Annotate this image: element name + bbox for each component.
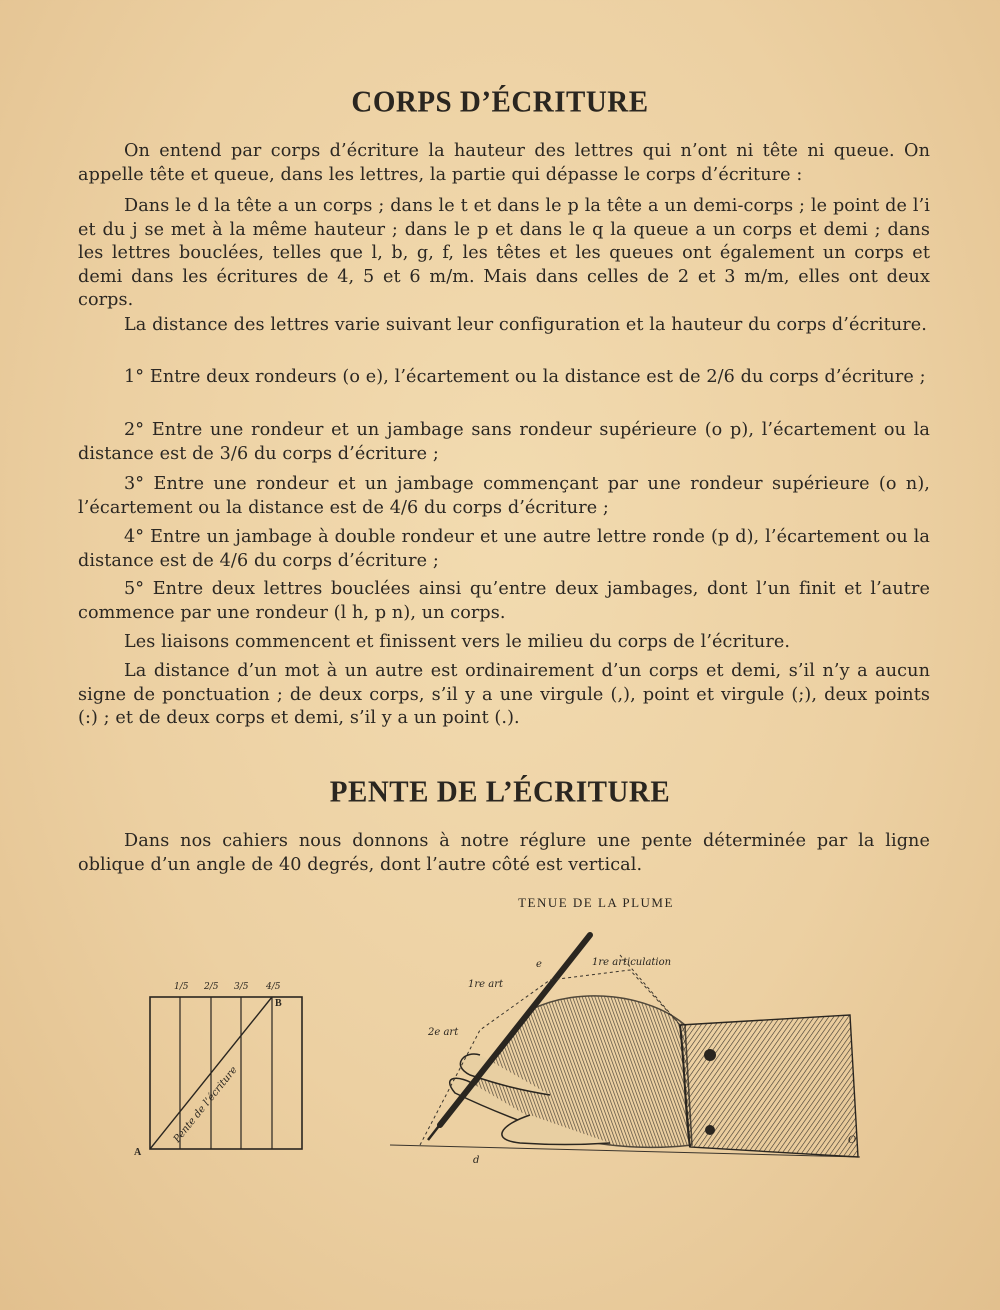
fraction-label-4: 4/5: [266, 982, 281, 992]
diagonal-label: Pente de l’écriture: [171, 1064, 240, 1145]
label-second-art: 2e art: [428, 1027, 459, 1038]
paragraph-rule-4: 4° Entre un jambage à double rondeur et une autre lettre ronde (p d), l’écartement ou la distance est de 4/6 du corps d’écriture ;: [78, 527, 930, 571]
paragraph-tetes-queues: Dans le d la tête a un corps ; dans le t et dans le p la tête a un demi-corps ; le point de l’i et du j se met à la même hauteur ; dans le p et dans le q la queue a un corps et demi ; dans les lettres bouclées, telles que l, b, g, f, les têtes et les queues ont également un corps et demi dans les écritures de 4, 5 et 6 m/m. Mais dans celles de 2 et 3 m/m, elles ont deux corps.: [78, 196, 930, 310]
fraction-label-3: 3/5: [234, 982, 249, 992]
paragraph-rule-5: 5° Entre deux lettres bouclées ainsi qu’entre deux jambages, dont l’un finit et l’autre commence par une rondeur (l h, p n), un corps.: [78, 579, 930, 623]
paragraph-rule-3: 3° Entre une rondeur et un jambage commençant par une rondeur supérieure (o n), l’écartement ou la distance est de 4/6 du corps d’écriture ;: [78, 474, 930, 518]
label-first-articulation: 1re articulation: [592, 957, 672, 968]
paragraph-liaisons: Les liaisons commencent et finissent vers le milieu du corps de l’écriture.: [124, 632, 791, 652]
paragraph-rule-2: 2° Entre une rondeur et un jambage sans rondeur supérieure (o p), l’écartement ou la distance est de 3/6 du corps d’écriture ;: [78, 420, 930, 464]
pen-nib: [428, 1122, 442, 1140]
section-title-corps-ecriture: CORPS D’ÉCRITURE: [351, 85, 649, 119]
paragraph-pente: Dans nos cahiers nous donnons à notre réglure une pente déterminée par la ligne oblique d’un angle de 40 degrés, dont l’autre côté est vertical.: [78, 831, 930, 875]
section-title-pente-ecriture: PENTE DE L’ÉCRITURE: [329, 775, 671, 809]
corner-label-b: B: [275, 998, 282, 1009]
paragraph-word-spacing: La distance d’un mot à un autre est ordinairement d’un corps et demi, s’il n’y a aucun signe de ponctuation ; de deux corps, s’il y a une virgule (,), point et virgule (;), deux points (:) ; et de deux corps et demi, s’il y a un point (.).: [78, 661, 930, 728]
label-o: O: [848, 1135, 857, 1146]
sleeve-cuff: [680, 1015, 858, 1157]
fraction-label-2: 2/5: [204, 982, 219, 992]
label-e: e: [536, 959, 542, 970]
fraction-label-1: 1/5: [174, 982, 189, 992]
slant-diagram: [130, 975, 310, 1165]
paragraph-rule-1: 1° Entre deux rondeurs (o e), l’écartement ou la distance est de 2/6 du corps d’écriture ;: [124, 367, 926, 387]
corner-label-a: A: [134, 1147, 142, 1158]
hand-pen-illustration: [380, 925, 870, 1175]
cuff-button: [704, 1049, 716, 1061]
paragraph-definition: On entend par corps d’écriture la hauteur des lettres qui n’ont ni tête ni queue. On appelle tête et queue, dans les lettres, la partie qui dépasse le corps d’écriture :: [78, 141, 930, 185]
figure-caption-tenue-plume: TENUE DE LA PLUME: [518, 895, 674, 910]
paragraph-distance: La distance des lettres varie suivant leur configuration et la hauteur du corps d’écriture.: [124, 315, 927, 335]
label-d: d: [473, 1155, 480, 1166]
label-first-art: 1re art: [468, 979, 503, 990]
